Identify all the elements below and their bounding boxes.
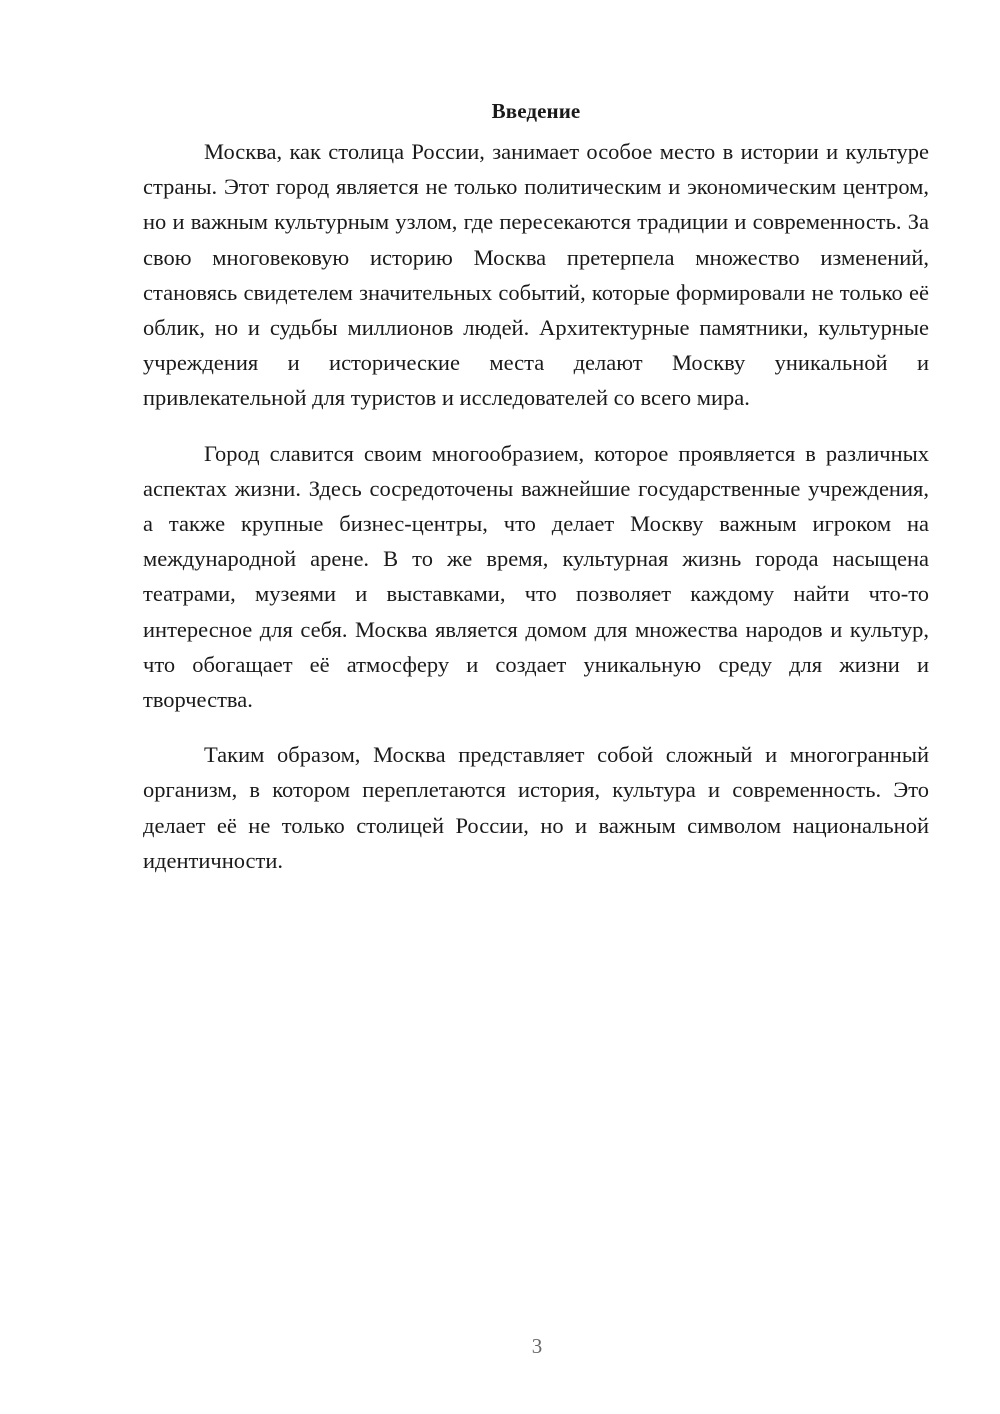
paragraph-3: Таким образом, Москва представляет собой сложный и многогранный организм, в котором переплетаются история, культура и современность. Это делает её не только столицей России, но и важным символом национальной идентичности. [143,742,929,873]
paragraph-1: Москва, как столица России, занимает особое место в истории и культуре страны. Этот город является не только политическим и экономическим центром, но и важным культурным узлом, где пересекаются традиции и современность. За свою многовековую историю Москва претерпела множество изменений, становясь свидетелем значительных событий, которые формировали не только её облик, но и судьбы миллионов людей. Архитектурные памятники, культурные учреждения и исторические места делают Москву уникальной и привлекательной для туристов и исследователей со всего мира. [143,139,929,411]
paragraph-2: Город славится своим многообразием, которое проявляется в различных аспектах жизни. Здесь сосредоточены важнейшие государственные учреждения, а также крупные бизнес-центры, что делает Москву важным игроком на международной арене. В то же время, культурная жизнь города насыщена театрами, музеями и выставками, что позволяет каждому найти что-то интересное для себя. Москва является домом для множества народов и культур, что обогащает её атмосферу и создает уникальную среду для жизни и творчества. [143,440,929,713]
section-title: Введение [491,99,581,123]
page-number: 3 [531,1334,543,1358]
page-content [143,95,929,898]
